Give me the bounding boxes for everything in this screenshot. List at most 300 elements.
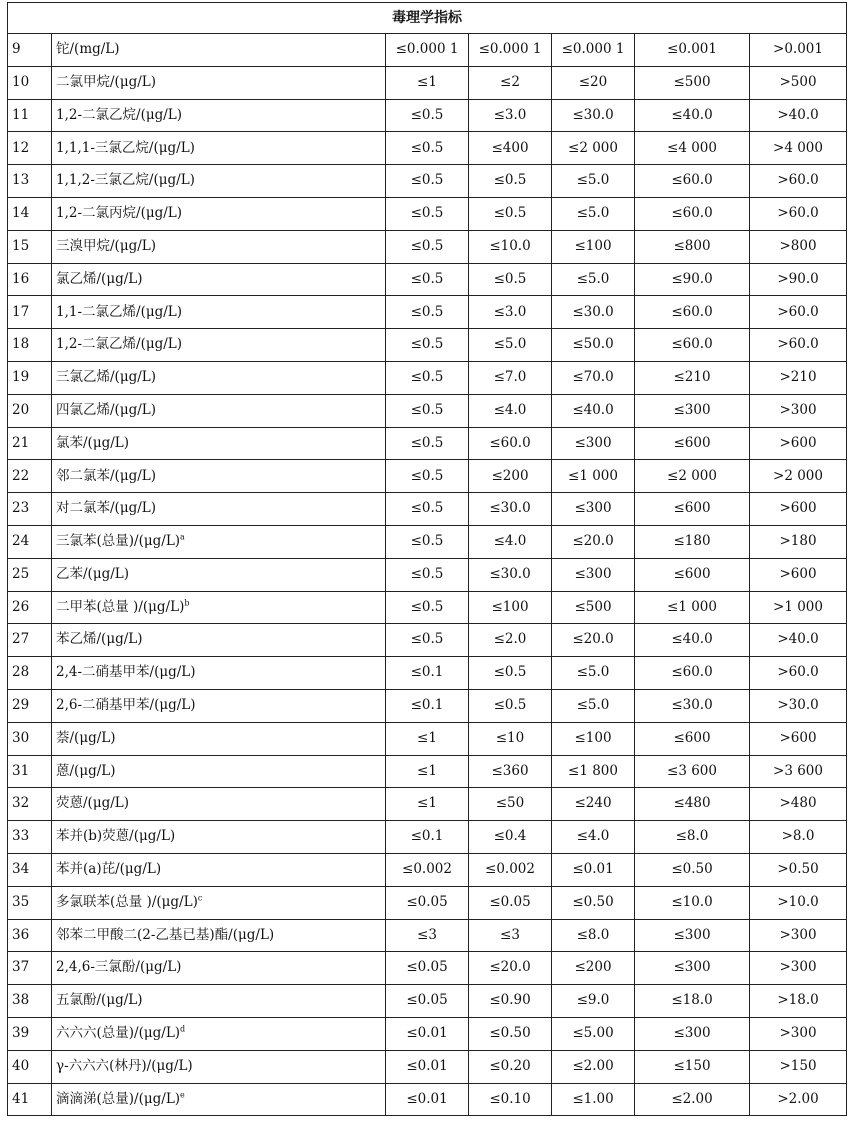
footnote-marker: e <box>180 1090 185 1100</box>
row-number: 39 <box>8 1017 52 1050</box>
class-5-limit: >3 600 <box>750 755 847 788</box>
class-1-limit: ≤0.5 <box>386 329 469 362</box>
class-3-limit: ≤5.00 <box>552 1017 635 1050</box>
class-4-limit: ≤600 <box>635 722 750 755</box>
indicator-name: γ-六六六(林丹)/(μg/L) <box>56 1057 193 1074</box>
class-1-limit: ≤1 <box>386 755 469 788</box>
indicator-name: 氯苯/(μg/L) <box>56 434 130 451</box>
class-3-limit: ≤2.00 <box>552 1050 635 1083</box>
indicator-name-cell <box>52 853 386 886</box>
class-1-limit: ≤0.5 <box>386 427 469 460</box>
class-4-limit: ≤2.00 <box>635 1083 750 1116</box>
class-4-limit: ≤4 000 <box>635 132 750 165</box>
indicator-name: 1,2-二氯乙烷/(μg/L) <box>56 106 183 123</box>
indicator-name-cell <box>52 1017 386 1050</box>
table-row <box>8 591 847 624</box>
row-number: 27 <box>8 624 52 657</box>
table-row <box>8 263 847 296</box>
table-row <box>8 755 847 788</box>
class-4-limit: ≤8.0 <box>635 821 750 854</box>
table-row <box>8 886 847 919</box>
class-4-limit: ≤60.0 <box>635 296 750 329</box>
class-5-limit: >800 <box>750 230 847 263</box>
class-2-limit: ≤0.5 <box>469 197 552 230</box>
class-2-limit: ≤0.20 <box>469 1050 552 1083</box>
class-1-limit: ≤0.05 <box>386 952 469 985</box>
indicator-name-cell <box>52 296 386 329</box>
table-row <box>8 165 847 198</box>
class-2-limit: ≤0.5 <box>469 689 552 722</box>
class-3-limit: ≤200 <box>552 952 635 985</box>
row-number: 30 <box>8 722 52 755</box>
indicator-name-cell <box>52 329 386 362</box>
class-2-limit: ≤4.0 <box>469 525 552 558</box>
table-row <box>8 460 847 493</box>
class-4-limit: ≤180 <box>635 525 750 558</box>
class-3-limit: ≤9.0 <box>552 985 635 1018</box>
table-header-row <box>8 3 847 34</box>
class-5-limit: >300 <box>750 952 847 985</box>
class-3-limit: ≤5.0 <box>552 263 635 296</box>
indicator-name: 滴滴涕(总量)/(μg/L) <box>56 1090 181 1107</box>
class-5-limit: >150 <box>750 1050 847 1083</box>
class-3-limit: ≤240 <box>552 788 635 821</box>
class-5-limit: >60.0 <box>750 329 847 362</box>
row-number: 11 <box>8 99 52 132</box>
indicator-name-cell <box>52 591 386 624</box>
indicator-name-cell <box>52 66 386 99</box>
table-row <box>8 99 847 132</box>
table-row <box>8 624 847 657</box>
class-5-limit: >60.0 <box>750 657 847 690</box>
indicator-name: 多氯联苯(总量 )/(μg/L) <box>56 893 198 910</box>
class-5-limit: >40.0 <box>750 624 847 657</box>
footnote-marker: b <box>184 598 190 608</box>
class-5-limit: >0.001 <box>750 34 847 67</box>
class-3-limit: ≤5.0 <box>552 165 635 198</box>
class-3-limit: ≤2 000 <box>552 132 635 165</box>
indicator-name-cell <box>52 394 386 427</box>
class-4-limit: ≤600 <box>635 427 750 460</box>
class-2-limit: ≤0.5 <box>469 165 552 198</box>
indicator-name-cell <box>52 1050 386 1083</box>
indicator-name: 荧蒽/(μg/L) <box>56 795 130 812</box>
row-number: 38 <box>8 985 52 1018</box>
row-number: 35 <box>8 886 52 919</box>
class-3-limit: ≤100 <box>552 722 635 755</box>
indicator-name-cell <box>52 919 386 952</box>
indicator-name-cell <box>52 99 386 132</box>
class-5-limit: >10.0 <box>750 886 847 919</box>
indicator-name-cell <box>52 165 386 198</box>
indicator-name: 邻苯二甲酸二(2-乙基已基)酯/(μg/L) <box>56 926 275 943</box>
row-number: 15 <box>8 230 52 263</box>
table-row <box>8 493 847 526</box>
class-3-limit: ≤0.50 <box>552 886 635 919</box>
table-row <box>8 558 847 591</box>
class-2-limit: ≤30.0 <box>469 493 552 526</box>
row-number: 9 <box>8 34 52 67</box>
class-4-limit: ≤1 000 <box>635 591 750 624</box>
row-number: 36 <box>8 919 52 952</box>
footnote-marker: c <box>197 893 203 903</box>
class-5-limit: >8.0 <box>750 821 847 854</box>
row-number: 16 <box>8 263 52 296</box>
indicator-name: 2,4,6-三氯酚/(μg/L) <box>56 959 182 976</box>
row-number: 41 <box>8 1083 52 1116</box>
class-2-limit: ≤10 <box>469 722 552 755</box>
class-2-limit: ≤0.05 <box>469 886 552 919</box>
class-4-limit: ≤40.0 <box>635 99 750 132</box>
indicator-name: 二甲苯(总量 )/(μg/L) <box>56 598 185 615</box>
class-4-limit: ≤480 <box>635 788 750 821</box>
indicator-name: 乙苯/(μg/L) <box>56 565 130 582</box>
class-4-limit: ≤90.0 <box>635 263 750 296</box>
indicator-name-cell <box>52 952 386 985</box>
class-2-limit: ≤3.0 <box>469 99 552 132</box>
class-2-limit: ≤200 <box>469 460 552 493</box>
class-2-limit: ≤0.5 <box>469 657 552 690</box>
class-4-limit: ≤210 <box>635 361 750 394</box>
table-row <box>8 657 847 690</box>
class-1-limit: ≤0.5 <box>386 624 469 657</box>
indicator-name-cell <box>52 230 386 263</box>
class-3-limit: ≤8.0 <box>552 919 635 952</box>
class-5-limit: >600 <box>750 493 847 526</box>
class-2-limit: ≤7.0 <box>469 361 552 394</box>
footnote-marker: d <box>180 1024 186 1034</box>
class-5-limit: >30.0 <box>750 689 847 722</box>
class-3-limit: ≤20 <box>552 66 635 99</box>
table-row <box>8 132 847 165</box>
indicator-name: 四氯乙烯/(μg/L) <box>56 401 157 418</box>
class-2-limit: ≤0.50 <box>469 1017 552 1050</box>
class-3-limit: ≤70.0 <box>552 361 635 394</box>
class-3-limit: ≤30.0 <box>552 296 635 329</box>
table-row <box>8 919 847 952</box>
class-2-limit: ≤0.4 <box>469 821 552 854</box>
table-row <box>8 788 847 821</box>
indicator-name-cell <box>52 788 386 821</box>
row-number: 18 <box>8 329 52 362</box>
class-1-limit: ≤0.5 <box>386 132 469 165</box>
row-number: 25 <box>8 558 52 591</box>
indicator-name-cell <box>52 132 386 165</box>
indicator-name: 三氯乙烯/(μg/L) <box>56 369 157 386</box>
class-5-limit: >180 <box>750 525 847 558</box>
indicator-name: 萘/(μg/L) <box>56 729 116 746</box>
indicator-name: 1,1,2-三氯乙烷/(μg/L) <box>56 172 195 189</box>
indicator-name: 蒽/(μg/L) <box>56 762 116 779</box>
indicator-name-cell <box>52 263 386 296</box>
indicator-name-cell <box>52 1083 386 1116</box>
class-3-limit: ≤30.0 <box>552 99 635 132</box>
indicator-name: 1,2-二氯乙烯/(μg/L) <box>56 336 183 353</box>
class-2-limit: ≤30.0 <box>469 558 552 591</box>
class-5-limit: >480 <box>750 788 847 821</box>
class-4-limit: ≤800 <box>635 230 750 263</box>
table-row <box>8 853 847 886</box>
row-number: 33 <box>8 821 52 854</box>
class-3-limit: ≤1 000 <box>552 460 635 493</box>
class-3-limit: ≤300 <box>552 558 635 591</box>
class-1-limit: ≤0.5 <box>386 230 469 263</box>
indicator-name: 二氯甲烷/(μg/L) <box>56 73 157 90</box>
table-row <box>8 525 847 558</box>
class-4-limit: ≤40.0 <box>635 624 750 657</box>
class-3-limit: ≤0.000 1 <box>552 34 635 67</box>
row-number: 29 <box>8 689 52 722</box>
indicator-name-cell <box>52 689 386 722</box>
table-row <box>8 985 847 1018</box>
table-row <box>8 34 847 67</box>
class-2-limit: ≤4.0 <box>469 394 552 427</box>
indicator-name: 1,1-二氯乙烯/(μg/L) <box>56 303 183 320</box>
class-2-limit: ≤0.000 1 <box>469 34 552 67</box>
class-2-limit: ≤3.0 <box>469 296 552 329</box>
class-1-limit: ≤0.5 <box>386 394 469 427</box>
class-3-limit: ≤5.0 <box>552 657 635 690</box>
class-5-limit: >500 <box>750 66 847 99</box>
indicator-name: 苯并(b)荧蒽/(μg/L) <box>56 828 176 845</box>
class-1-limit: ≤0.1 <box>386 689 469 722</box>
class-1-limit: ≤0.5 <box>386 591 469 624</box>
class-2-limit: ≤10.0 <box>469 230 552 263</box>
row-number: 20 <box>8 394 52 427</box>
class-1-limit: ≤0.5 <box>386 493 469 526</box>
class-1-limit: ≤1 <box>386 66 469 99</box>
class-3-limit: ≤1.00 <box>552 1083 635 1116</box>
class-5-limit: >300 <box>750 919 847 952</box>
table-row <box>8 329 847 362</box>
indicator-name: 1,1,1-三氯乙烷/(μg/L) <box>56 139 195 156</box>
row-number: 13 <box>8 165 52 198</box>
class-5-limit: >4 000 <box>750 132 847 165</box>
class-5-limit: >2 000 <box>750 460 847 493</box>
table-body <box>8 34 847 1116</box>
class-2-limit: ≤60.0 <box>469 427 552 460</box>
class-4-limit: ≤10.0 <box>635 886 750 919</box>
indicator-name: 五氯酚/(μg/L) <box>56 992 143 1009</box>
table-row <box>8 952 847 985</box>
class-3-limit: ≤0.01 <box>552 853 635 886</box>
class-4-limit: ≤500 <box>635 66 750 99</box>
row-number: 37 <box>8 952 52 985</box>
indicator-name-cell <box>52 558 386 591</box>
class-2-limit: ≤3 <box>469 919 552 952</box>
table-row <box>8 394 847 427</box>
indicator-name: 1,2-二氯丙烷/(μg/L) <box>56 205 183 222</box>
class-5-limit: >60.0 <box>750 165 847 198</box>
class-4-limit: ≤60.0 <box>635 657 750 690</box>
class-3-limit: ≤300 <box>552 493 635 526</box>
class-1-limit: ≤0.01 <box>386 1050 469 1083</box>
indicator-name-cell <box>52 460 386 493</box>
class-4-limit: ≤0.001 <box>635 34 750 67</box>
class-1-limit: ≤0.5 <box>386 361 469 394</box>
class-3-limit: ≤4.0 <box>552 821 635 854</box>
row-number: 22 <box>8 460 52 493</box>
indicator-name-cell <box>52 624 386 657</box>
class-4-limit: ≤150 <box>635 1050 750 1083</box>
table-row <box>8 722 847 755</box>
class-1-limit: ≤0.01 <box>386 1017 469 1050</box>
class-5-limit: >600 <box>750 558 847 591</box>
class-1-limit: ≤0.1 <box>386 821 469 854</box>
indicator-name-cell <box>52 427 386 460</box>
class-2-limit: ≤0.10 <box>469 1083 552 1116</box>
row-number: 21 <box>8 427 52 460</box>
class-1-limit: ≤1 <box>386 788 469 821</box>
class-2-limit: ≤0.002 <box>469 853 552 886</box>
class-4-limit: ≤60.0 <box>635 165 750 198</box>
row-number: 12 <box>8 132 52 165</box>
class-4-limit: ≤300 <box>635 1017 750 1050</box>
table-row <box>8 689 847 722</box>
class-4-limit: ≤300 <box>635 952 750 985</box>
indicator-name: 六六六(总量)/(μg/L) <box>56 1025 181 1042</box>
table-title: 毒理学指标 <box>8 3 847 34</box>
class-1-limit: ≤0.5 <box>386 296 469 329</box>
class-2-limit: ≤50 <box>469 788 552 821</box>
class-4-limit: ≤18.0 <box>635 985 750 1018</box>
class-4-limit: ≤300 <box>635 919 750 952</box>
class-5-limit: >0.50 <box>750 853 847 886</box>
row-number: 23 <box>8 493 52 526</box>
indicator-name-cell <box>52 493 386 526</box>
indicator-name: 邻二氯苯/(μg/L) <box>56 467 157 484</box>
class-3-limit: ≤1 800 <box>552 755 635 788</box>
indicator-name-cell <box>52 985 386 1018</box>
class-4-limit: ≤600 <box>635 493 750 526</box>
class-5-limit: >300 <box>750 394 847 427</box>
class-3-limit: ≤5.0 <box>552 197 635 230</box>
class-5-limit: >300 <box>750 1017 847 1050</box>
class-1-limit: ≤0.5 <box>386 263 469 296</box>
class-2-limit: ≤20.0 <box>469 952 552 985</box>
indicator-name-cell <box>52 886 386 919</box>
class-4-limit: ≤60.0 <box>635 329 750 362</box>
class-5-limit: >210 <box>750 361 847 394</box>
class-4-limit: ≤0.50 <box>635 853 750 886</box>
class-1-limit: ≤0.000 1 <box>386 34 469 67</box>
class-4-limit: ≤3 600 <box>635 755 750 788</box>
footnote-marker: a <box>180 532 185 542</box>
class-4-limit: ≤60.0 <box>635 197 750 230</box>
table-row <box>8 197 847 230</box>
class-1-limit: ≤0.002 <box>386 853 469 886</box>
row-number: 31 <box>8 755 52 788</box>
indicator-name: 三溴甲烷/(μg/L) <box>56 237 157 254</box>
class-1-limit: ≤0.5 <box>386 558 469 591</box>
class-1-limit: ≤3 <box>386 919 469 952</box>
class-3-limit: ≤300 <box>552 427 635 460</box>
class-1-limit: ≤0.5 <box>386 525 469 558</box>
class-5-limit: >40.0 <box>750 99 847 132</box>
indicator-name-cell <box>52 197 386 230</box>
indicator-name-cell <box>52 361 386 394</box>
class-1-limit: ≤0.05 <box>386 886 469 919</box>
row-number: 17 <box>8 296 52 329</box>
table-row <box>8 427 847 460</box>
indicator-name: 对二氯苯/(μg/L) <box>56 500 157 517</box>
class-3-limit: ≤100 <box>552 230 635 263</box>
class-5-limit: >90.0 <box>750 263 847 296</box>
class-1-limit: ≤0.01 <box>386 1083 469 1116</box>
class-1-limit: ≤0.5 <box>386 197 469 230</box>
row-number: 28 <box>8 657 52 690</box>
class-3-limit: ≤20.0 <box>552 624 635 657</box>
row-number: 34 <box>8 853 52 886</box>
indicator-name-cell <box>52 34 386 67</box>
class-3-limit: ≤500 <box>552 591 635 624</box>
table-row <box>8 230 847 263</box>
indicator-name-cell <box>52 657 386 690</box>
class-1-limit: ≤1 <box>386 722 469 755</box>
indicator-name: 铊/(mg/L) <box>56 41 120 58</box>
indicator-name: 苯乙烯/(μg/L) <box>56 631 143 648</box>
table-row <box>8 66 847 99</box>
indicator-name-cell <box>52 821 386 854</box>
class-5-limit: >60.0 <box>750 296 847 329</box>
class-3-limit: ≤40.0 <box>552 394 635 427</box>
indicator-name-cell <box>52 525 386 558</box>
class-5-limit: >600 <box>750 722 847 755</box>
class-4-limit: ≤30.0 <box>635 689 750 722</box>
class-2-limit: ≤400 <box>469 132 552 165</box>
row-number: 26 <box>8 591 52 624</box>
indicator-name-cell <box>52 755 386 788</box>
indicator-name-cell <box>52 722 386 755</box>
table-row <box>8 296 847 329</box>
row-number: 32 <box>8 788 52 821</box>
class-1-limit: ≤0.5 <box>386 460 469 493</box>
class-2-limit: ≤0.5 <box>469 263 552 296</box>
indicator-name: 三氯苯(总量)/(μg/L) <box>56 533 181 550</box>
table-row <box>8 361 847 394</box>
class-2-limit: ≤0.90 <box>469 985 552 1018</box>
table-row <box>8 821 847 854</box>
class-1-limit: ≤0.1 <box>386 657 469 690</box>
table-row <box>8 1083 847 1116</box>
class-2-limit: ≤2 <box>469 66 552 99</box>
class-1-limit: ≤0.05 <box>386 985 469 1018</box>
class-5-limit: >60.0 <box>750 197 847 230</box>
table-row <box>8 1017 847 1050</box>
row-number: 14 <box>8 197 52 230</box>
indicator-name: 2,4-二硝基甲苯/(μg/L) <box>56 664 196 681</box>
class-2-limit: ≤5.0 <box>469 329 552 362</box>
class-4-limit: ≤300 <box>635 394 750 427</box>
indicator-name: 氯乙烯/(μg/L) <box>56 270 143 287</box>
class-5-limit: >1 000 <box>750 591 847 624</box>
class-5-limit: >2.00 <box>750 1083 847 1116</box>
indicator-name: 2,6-二硝基甲苯/(μg/L) <box>56 697 196 714</box>
class-1-limit: ≤0.5 <box>386 165 469 198</box>
row-number: 10 <box>8 66 52 99</box>
class-2-limit: ≤360 <box>469 755 552 788</box>
indicator-name: 苯并(a)芘/(μg/L) <box>56 861 162 878</box>
class-3-limit: ≤50.0 <box>552 329 635 362</box>
row-number: 24 <box>8 525 52 558</box>
class-4-limit: ≤2 000 <box>635 460 750 493</box>
class-1-limit: ≤0.5 <box>386 99 469 132</box>
class-3-limit: ≤20.0 <box>552 525 635 558</box>
class-5-limit: >18.0 <box>750 985 847 1018</box>
class-2-limit: ≤100 <box>469 591 552 624</box>
row-number: 40 <box>8 1050 52 1083</box>
class-5-limit: >600 <box>750 427 847 460</box>
